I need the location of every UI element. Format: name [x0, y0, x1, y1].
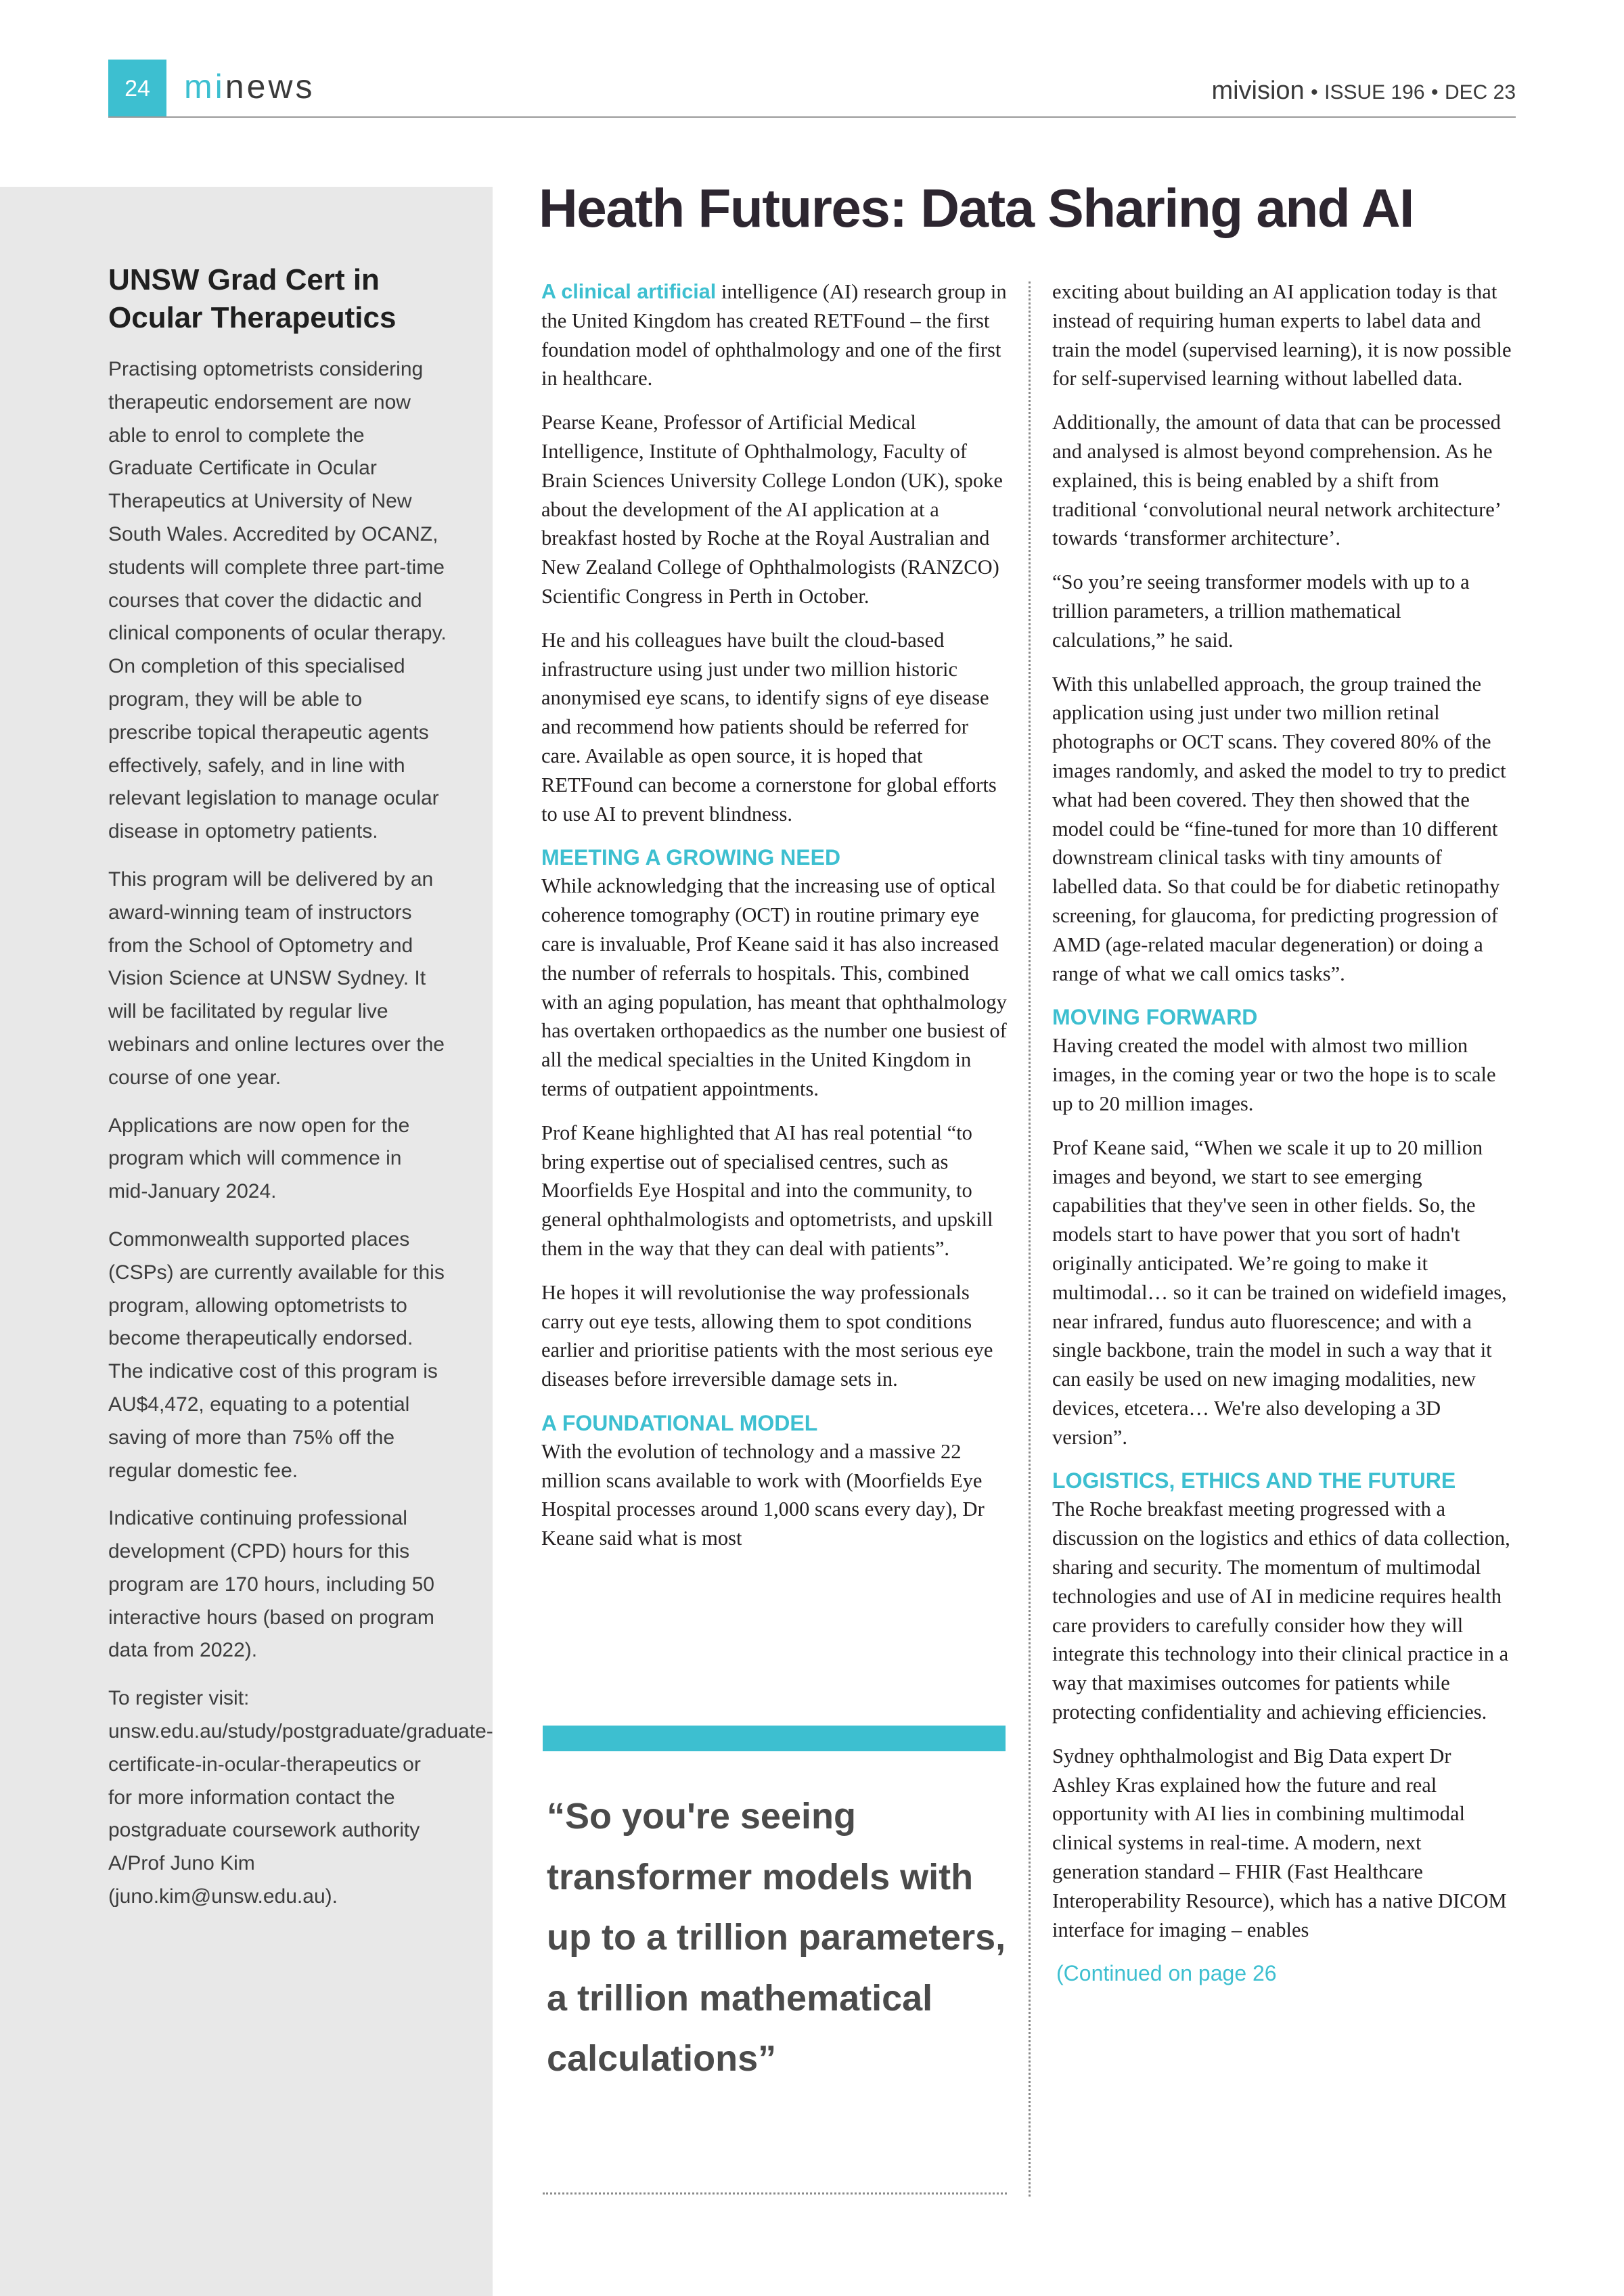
- pull-quote: “So you're seeing transformer models with up to a trillion parameters, a trillion mathematical calculations”: [547, 1796, 1006, 2079]
- column-divider: [1029, 282, 1031, 2197]
- lead-in: A clinical artificial: [541, 280, 717, 303]
- page-number: 24: [108, 60, 166, 118]
- article-column-1: [541, 277, 1008, 1568]
- article-headline: Heath Futures: Data Sharing and AI: [539, 178, 1414, 238]
- sidebar-paragraph: Practising optometrists considering therapeutic endorsement are now able to enrol to complete the Graduate Certificate in Ocular Therapeutics at University of New South Wales. Accredited by OCANZ, students will complete three part-time courses that cover the didactic and clinical components of ocular therapy. On completion of this specialised program, they will be able to prescribe topical therapeutic agents effectively, safely, and in line with relevant legislation to manage ocular disease in optometry patients.: [108, 358, 447, 843]
- subheading: LOGISTICS, ETHICS AND THE FUTURE: [1052, 1468, 1456, 1493]
- issue-date: DEC 23: [1444, 81, 1516, 104]
- sidebar-paragraph: To register visit: unsw.edu.au/study/postgraduate/graduate-certificate-in-ocular-therapeutics or for more information contact the postgraduate coursework authority A/Prof Juno Kim (juno.kim@unsw.edu.au).: [108, 1687, 493, 1908]
- pull-quote-bar: [543, 1726, 1006, 1751]
- subheading: A FOUNDATIONAL MODEL: [541, 1410, 818, 1435]
- sidebar-paragraph: This program will be delivered by an award-winning team of instructors from the School of Optometry and Vision Science at UNSW Sydney. It will be facilitated by regular live webinars and online lectures over the course of one year.: [108, 868, 445, 1089]
- pull-quote-divider: [543, 2192, 1007, 2194]
- sidebar-paragraph: Applications are now open for the program which will commence in mid-January 2024.: [108, 1114, 410, 1203]
- subheading: MEETING A GROWING NEED: [541, 845, 841, 870]
- article-paragraph: Prof Keane highlighted that AI has real potential “to bring expertise out of specialised centres, such as Moorfields Eye Hospital and into the community, to general ophthalmologists and optometrists, and upskill them in the way that they can deal with patients”.: [541, 1121, 993, 1260]
- header-divider: [108, 116, 1516, 118]
- article-paragraph: While acknowledging that the increasing use of optical coherence tomography (OCT) in routine primary eye care is invaluable, Prof Keane said it has also increased the number of referrals to hospitals. This, combined with an aging population, has meant that ophthalmology has overtaken orthopaedics as the number one busiest of all the medical specialties in the United Kingdom in terms of outpatient appointments.: [541, 874, 1007, 1100]
- article-paragraph: Having created the model with almost two million images, in the coming year or two the hope is to scale up to 20 million images.: [1052, 1034, 1496, 1115]
- article-paragraph: exciting about building an AI application today is that instead of requiring human experts to label data and train the model (supervised learning), it is now possible for self-supervised learning without labelled data.: [1052, 280, 1512, 390]
- article-paragraph: Prof Keane said, “When we scale it up to 20 million images and beyond, we start to see emerging capabilities that they've seen in other fields. So, the models start to have power that you sort of hadn't originally anticipated. We’re going to make it multimodal… so it can be trained on widefield images, near infrared, fundus auto fluorescence; and with a single backbone, train the model in such a way that it can easily be used on new imaging modalities, new devices, etcetera… We're also developing a 3D version”.: [1052, 1135, 1507, 1449]
- separator: •: [1430, 81, 1439, 104]
- sidebar-paragraph: Indicative continuing professional development (CPD) hours for this program are 170 hours, including 50 interactive hours (based on program data from 2022).: [108, 1507, 434, 1662]
- article-paragraph: With this unlabelled approach, the group trained the application using just under two million retinal photographs or OCT scans. They covered 80% of the images randomly, and asked the model to try to predict what had been covered. They then showed that the model could be “fine-tuned for more than 10 different downstream clinical tasks with tiny amounts of labelled data. So that could be for diabetic retinopathy screening, for glaucoma, for predicting progression of AMD (age-related macular degeneration) or doing a range of what we call omics tasks”.: [1052, 672, 1506, 985]
- article-paragraph: He and his colleagues have built the cloud-based infrastructure using just under two million historic anonymised eye scans, to identify signs of eye disease and recommend how patients should be referred for care. Available as open source, it is hoped that RETFound can become a cornerstone for global efforts to use AI to prevent blindness.: [541, 628, 997, 826]
- brand-mi: mi: [184, 68, 225, 106]
- article-paragraph: Sydney ophthalmologist and Big Data expert Dr Ashley Kras explained how the future and real opportunity with AI lies in combining multimodal clinical systems in real-time. A modern, next generation standard – FHIR (Fast Healthcare Interoperability Resource), which has a native DICOM interface for imaging – enables: [1052, 1744, 1507, 1941]
- article-column-2: [1052, 277, 1512, 1988]
- article-paragraph: He hopes it will revolutionise the way professionals carry out eye tests, allowing them to spot conditions earlier and prioritise patients with the most serious eye diseases before irreversible damage sets in.: [541, 1280, 993, 1391]
- paragraph-text: intelligence (AI) research group in the United Kingdom has created RETFound – the first foundation model of ophthalmology and one of the first in healthcare.: [541, 280, 1007, 390]
- article-paragraph: With the evolution of technology and a massive 22 million scans available to work with (Moorfields Eye Hospital processes around 1,000 scans every day), Dr Keane said what is most: [541, 1439, 985, 1550]
- separator: •: [1311, 81, 1318, 104]
- sidebar-panel: [0, 187, 493, 2296]
- subheading: MOVING FORWARD: [1052, 1005, 1258, 1030]
- publication-name: mivision: [1211, 76, 1305, 105]
- brand-news: news: [225, 68, 315, 106]
- article-paragraph: [541, 277, 1008, 393]
- article-paragraph: Pearse Keane, Professor of Artificial Medical Intelligence, Institute of Ophthalmology, Faculty of Brain Sciences University College London (UK), spoke about the development of the AI application at a breakfast hosted by Roche at the Royal Australian and New Zealand College of Ophthalmologists (RANZCO) Scientific Congress in Perth in October.: [541, 411, 1003, 608]
- sidebar-content: [108, 261, 493, 1929]
- section-brand: [184, 65, 315, 108]
- continued-link[interactable]: (Continued on page 26: [1056, 1961, 1277, 1986]
- article-paragraph: Additionally, the amount of data that can be processed and analysed is almost beyond comprehension. As he explained, this is being enabled by a shift from traditional ‘convolutional neural network architecture’ towards ‘transformer architecture’.: [1052, 411, 1501, 550]
- issue-line: [1211, 73, 1516, 110]
- article-paragraph: The Roche breakfast meeting progressed with a discussion on the logistics and ethics of data collection, sharing and security. The momentum of multimodal technologies and use of AI in medicine requires health care providers to carefully consider how they will integrate this technology into their clinical practice in a way that maximises outcomes for patients while protecting confidentiality and achieving efficiencies.: [1052, 1498, 1510, 1724]
- sidebar-paragraph: Commonwealth supported places (CSPs) are currently available for this program, allowing optometrists to become therapeutically endorsed. The indicative cost of this program is AU$4,472, equating to a potential saving of more than 75% off the regular domestic fee.: [108, 1228, 445, 1482]
- sidebar-title: UNSW Grad Cert in Ocular Therapeutics: [108, 263, 397, 334]
- article-paragraph: “So you’re seeing transformer models with up to a trillion parameters, a trillion mathematical calculations,” he said.: [1052, 570, 1470, 652]
- issue-number: ISSUE 196: [1324, 81, 1425, 104]
